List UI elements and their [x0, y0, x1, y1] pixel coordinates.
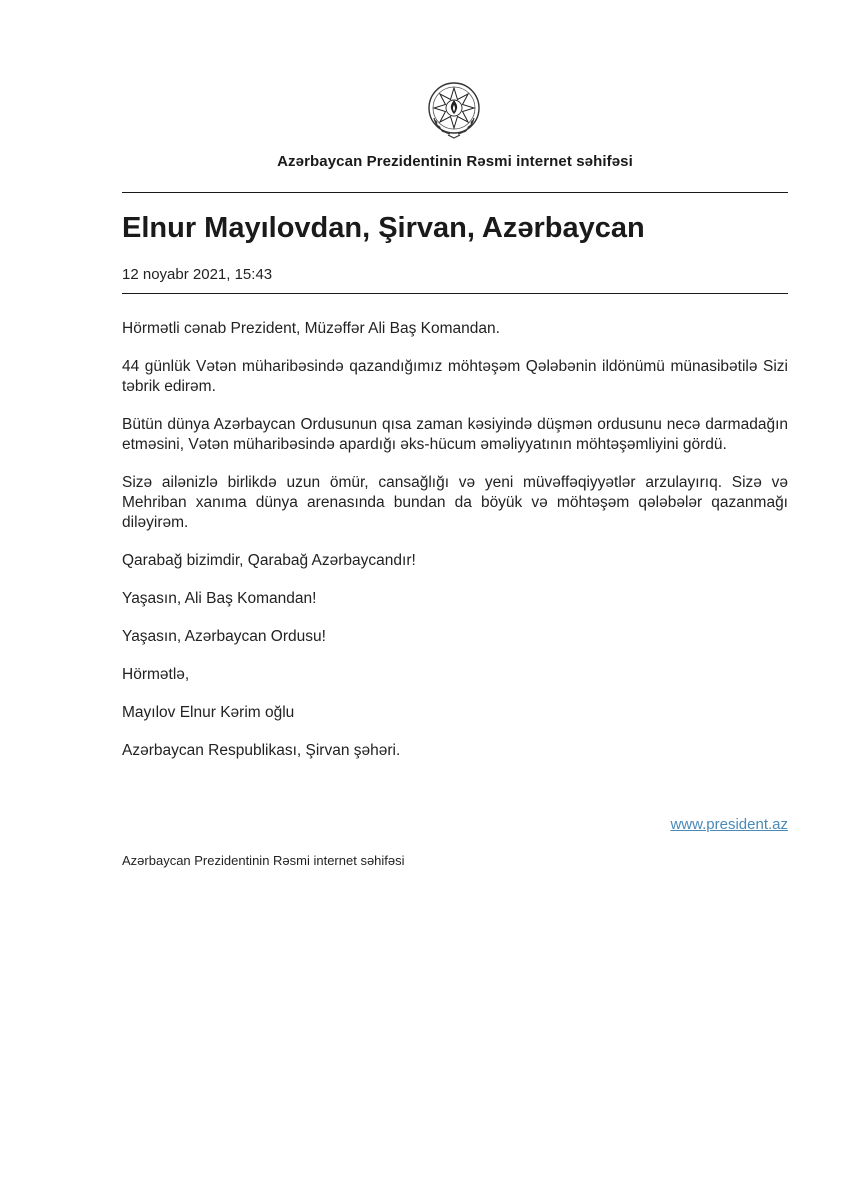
- title-divider: [122, 293, 788, 294]
- article-date: 12 noyabr 2021, 15:43: [122, 266, 273, 283]
- article-paragraph: Azərbaycan Respublikası, Şirvan şəhəri.: [122, 742, 401, 759]
- article-paragraph: 44 günlük Vətən müharibəsində qazandığımız möhtəşəm Qələbənin ildönümü münasibətilə Sizi təbrik edirəm.: [122, 358, 788, 395]
- header-divider: [122, 192, 788, 193]
- article-paragraph: Hörmətli cənab Prezident, Müzəffər Ali Baş Komandan.: [122, 320, 500, 337]
- article-paragraph: Mayılov Elnur Kərim oğlu: [122, 704, 295, 721]
- article-body: [122, 319, 788, 779]
- article-paragraph: Sizə ailənizlə birlikdə uzun ömür, cansağlığı və yeni müvəffəqiyyətlər arzulayırıq. Sizə və Mehriban xanıma dünya arenasında bundan da böyük və möhtəşəm qələbələr qazanmağı diləyirəm.: [122, 474, 788, 531]
- article-paragraph: Yaşasın, Ali Baş Komandan!: [122, 590, 317, 607]
- article-paragraph: Bütün dünya Azərbaycan Ordusunun qısa zaman kəsiyində düşmən ordusunu necə darmadağın etməsini, Vətən müharibəsində apardığı əks-hücum əməliyyatının möhtəşəmliyini gördü.: [122, 416, 788, 453]
- article-paragraph: Yaşasın, Azərbaycan Ordusu!: [122, 628, 326, 645]
- site-title: Azərbaycan Prezidentinin Rəsmi internet səhifəsi: [277, 153, 633, 170]
- state-emblem-icon: [426, 80, 482, 142]
- article-paragraph: Qarabağ bizimdir, Qarabağ Azərbaycandır!: [122, 552, 416, 569]
- article-title: Elnur Mayılovdan, Şirvan, Azərbaycan: [122, 212, 645, 244]
- page-footer: Azərbaycan Prezidentinin Rəsmi internet səhifəsi: [122, 853, 405, 868]
- president-site-link[interactable]: www.president.az: [670, 816, 788, 833]
- article-paragraph: Hörmətlə,: [122, 666, 190, 683]
